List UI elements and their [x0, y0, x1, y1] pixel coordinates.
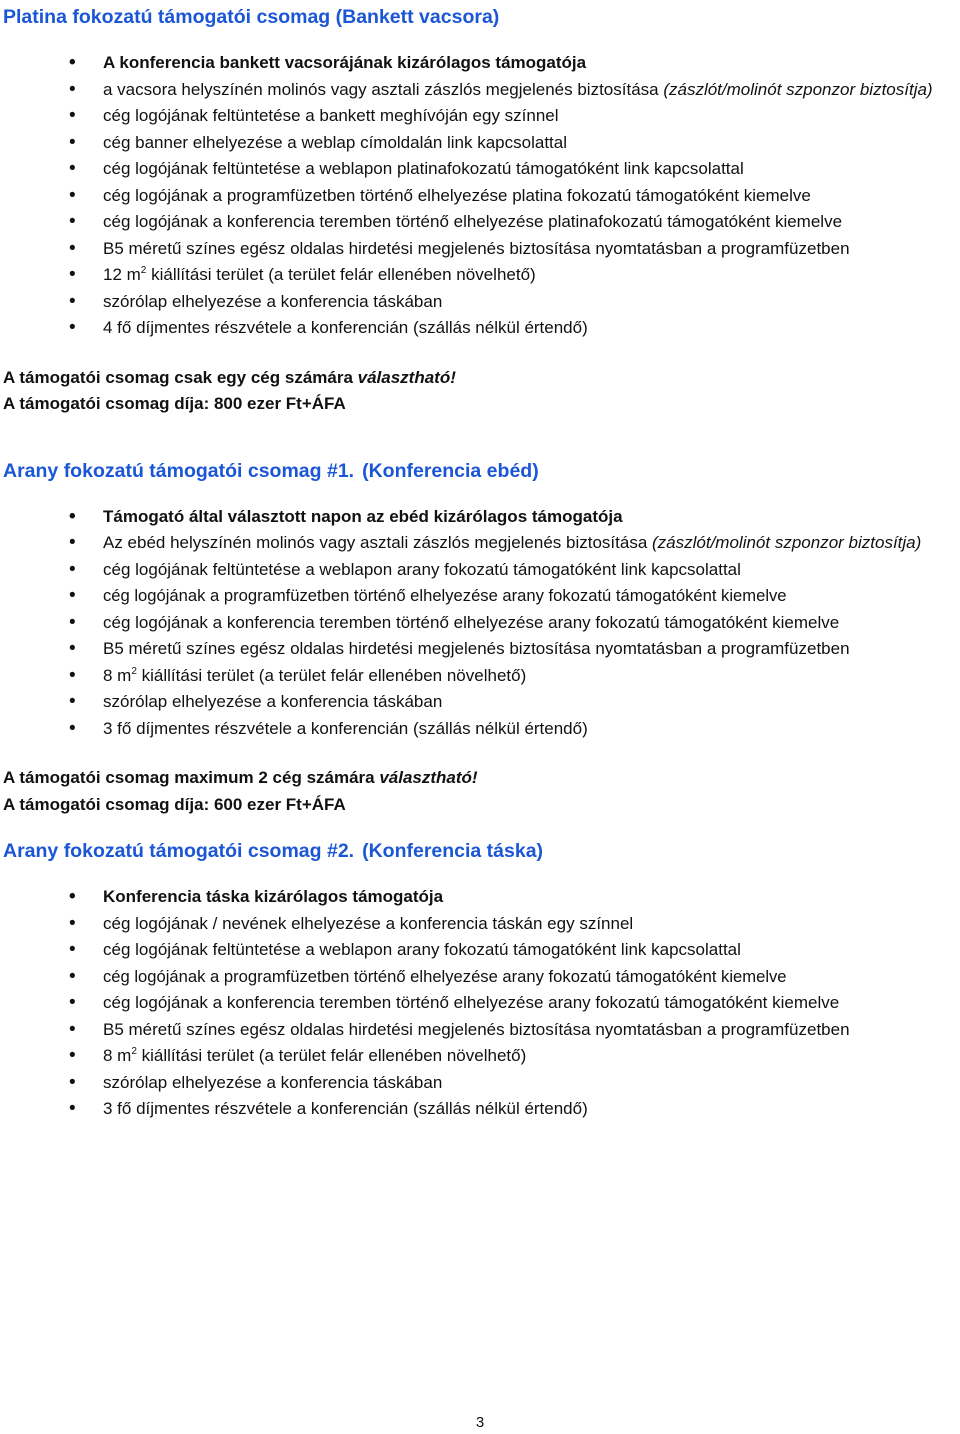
- list-item: • szórólap elhelyezése a konferencia táskában: [3, 1070, 960, 1097]
- list-item: • cég logójának a konferencia teremben történő elhelyezése arany fokozatú támogatóként kiemelve: [3, 990, 960, 1017]
- list-item: • 3 fő díjmentes részvétele a konferencián (szállás nélkül értendő): [3, 716, 960, 743]
- list-item: • Támogató által választott napon az ebéd kizárólagos támogatója: [3, 504, 960, 531]
- list-item: • cég logójának / nevének elhelyezése a konferencia táskán egy színnel: [3, 911, 960, 938]
- price-note: A támogatói csomag díja: 800 ezer Ft+ÁFA: [3, 394, 346, 413]
- section-title-arany-1: Arany fokozatú támogatói csomag #1. (Konferencia ebéd): [3, 459, 539, 482]
- platina-benefits-list: [3, 50, 960, 342]
- list-item: • 4 fő díjmentes részvétele a konferencián (szállás nélkül értendő): [3, 315, 960, 342]
- list-item: • cég logójának feltüntetése a weblapon arany fokozatú támogatóként link kapcsolattal: [3, 557, 960, 584]
- list-item: • cég logójának a programfüzetben történő elhelyezése arany fokozatú támogatóként kiemelve: [3, 964, 960, 991]
- list-item: • cég banner elhelyezése a weblap címoldalán link kapcsolattal: [3, 130, 960, 157]
- list-item: • cég logójának a programfüzetben történő elhelyezése arany fokozatú támogatóként kiemelve: [3, 583, 960, 610]
- section-title-arany-2: Arany fokozatú támogatói csomag #2. (Konferencia táska): [3, 840, 544, 862]
- page-number: 3: [475, 1414, 485, 1431]
- list-item: • szórólap elhelyezése a konferencia táskában: [3, 289, 960, 316]
- arany-2-benefits-list: [3, 884, 960, 1123]
- list-item: • cég logójának feltüntetése a weblapon platinafokozatú támogatóként link kapcsolattal: [3, 156, 960, 183]
- list-item: • B5 méretű színes egész oldalas hirdetési megjelenés biztosítása nyomtatásban a programfüzetben: [3, 236, 960, 263]
- list-item: • B5 méretű színes egész oldalas hirdetési megjelenés biztosítása nyomtatásban a programfüzetben: [3, 636, 960, 663]
- list-item: • cég logójának a programfüzetben történő elhelyezése platina fokozatú támogatóként kiemelve: [3, 183, 960, 210]
- list-item: • Az ebéd helyszínén molinós vagy asztali zászlós megjelenés biztosítása (zászlót/molinót szponzor biztosítja): [3, 530, 960, 557]
- list-item: • cég logójának a konferencia teremben történő elhelyezése arany fokozatú támogatóként kiemelve: [3, 610, 960, 637]
- list-item: • A konferencia bankett vacsorájának kizárólagos támogatója: [3, 50, 960, 77]
- section-title-platina: Platina fokozatú támogatói csomag (Bankett vacsora): [3, 6, 500, 28]
- list-item: • szórólap elhelyezése a konferencia táskában: [3, 689, 960, 716]
- list-item: • cég logójának feltüntetése a weblapon arany fokozatú támogatóként link kapcsolattal: [3, 937, 960, 964]
- list-item: • 3 fő díjmentes részvétele a konferencián (szállás nélkül értendő): [3, 1096, 960, 1123]
- list-item: • a vacsora helyszínén molinós vagy asztali zászlós megjelenés biztosítása (zászlót/molinót szponzor biztosítja): [3, 77, 960, 104]
- list-item: • 12 $m^2$ kiállítási terület (a terület felár ellenében növelhető): [3, 262, 960, 289]
- list-item: • cég logójának a konferencia teremben történő elhelyezése platinafokozatú támogatóként kiemelve: [3, 209, 960, 236]
- list-item: • 8 $m^2$ kiállítási terület (a terület felár ellenében növelhető): [3, 663, 960, 690]
- list-item: • cég logójának feltüntetése a bankett meghívóján egy színnel: [3, 103, 960, 130]
- list-item: • Konferencia táska kizárólagos támogatója: [3, 884, 960, 911]
- price-note: A támogatói csomag díja: 600 ezer Ft+ÁFA: [3, 794, 346, 814]
- availability-note: A támogatói csomag maximum 2 cég számára választható!: [3, 768, 478, 787]
- availability-note: A támogatói csomag csak egy cég számára választható!: [3, 367, 456, 387]
- arany-1-benefits-list: [3, 504, 960, 743]
- list-item: • B5 méretű színes egész oldalas hirdetési megjelenés biztosítása nyomtatásban a programfüzetben: [3, 1017, 960, 1044]
- list-item: • 8 $m^2$ kiállítási terület (a terület felár ellenében növelhető): [3, 1043, 960, 1070]
